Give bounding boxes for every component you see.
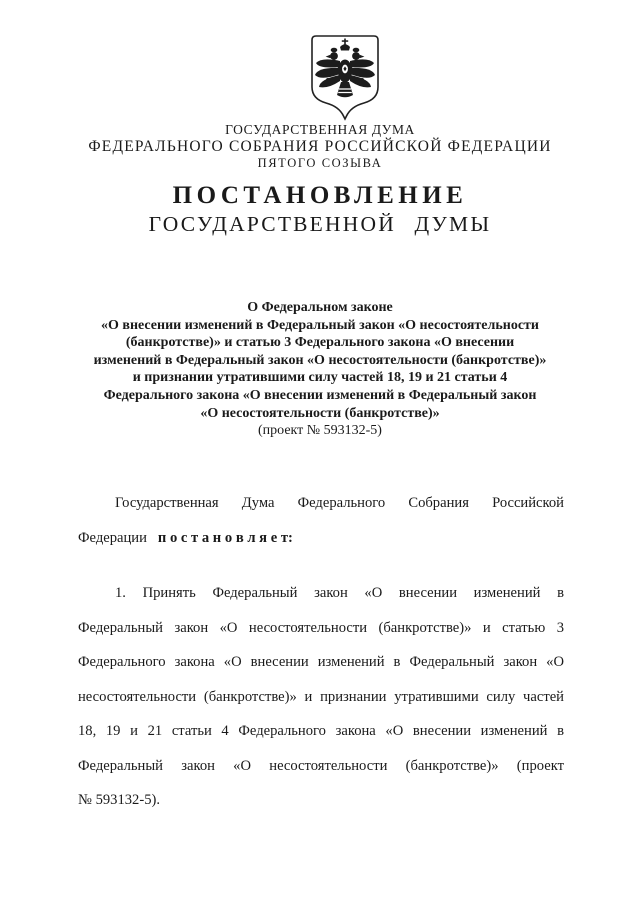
subject-line: «О внесении изменений в Федеральный закон «О несостоятельности xyxy=(101,317,539,333)
doc-type-title: ПОСТАНОВЛЕНИЕ xyxy=(172,182,468,209)
org-name-line1: ГОСУДАРСТВЕННАЯ ДУМА xyxy=(225,122,415,137)
body-paragraph-preamble xyxy=(78,486,564,555)
doc-type-subtitle: ГОСУДАРСТВЕННОЙ ДУМЫ xyxy=(148,212,492,236)
body-line: Государственная Дума Федерального Собрания Российской xyxy=(115,495,564,511)
subject-line: изменений в Федеральный закон «О несостоятельности (банкротстве)» xyxy=(93,352,547,368)
body-line: № 593132-5). xyxy=(78,792,161,808)
body-paragraph-item1 xyxy=(78,576,564,818)
subject-line: и признании утратившими силу частей 18, 19 и 21 статьи 4 xyxy=(132,370,508,386)
project-number: (проект № 593132-5) xyxy=(258,423,382,439)
subject-line: Федерального закона «О внесении изменений в Федеральный закон xyxy=(103,387,537,403)
resolves-emphasis: п о с т а н о в л я е т: xyxy=(157,529,293,546)
russia-coat-of-arms-icon xyxy=(306,33,384,121)
letterhead xyxy=(0,121,640,172)
body-line: Федеральный закон «О несостоятельности (банкротстве)» и статью 3 xyxy=(78,619,564,636)
subject-line: О Федеральном законе xyxy=(247,300,393,315)
body-line: несостоятельности (банкротстве)» и признании утратившими силу частей xyxy=(78,688,564,705)
body-line: Федеральный закон «О несостоятельности (банкротстве)» (проект xyxy=(78,757,564,774)
body-line: 18, 19 и 21 статьи 4 Федерального закона «О внесении изменений в xyxy=(78,723,564,739)
body-line xyxy=(78,521,564,556)
org-name-line3: ПЯТОГО СОЗЫВА xyxy=(257,156,383,170)
doc-subject xyxy=(60,299,580,440)
body-line: Федерального закона «О внесении изменений в Федеральный закон «О xyxy=(78,654,564,670)
body-line: 1. Принять Федеральный закон «О внесении изменений в xyxy=(115,585,564,601)
subject-line: «О несостоятельности (банкротстве)» xyxy=(200,405,440,421)
subject-line: (банкротстве)» и статью 3 Федерального закона «О внесении xyxy=(125,335,515,351)
body-line-lead: Федерации xyxy=(78,529,147,546)
org-name-line2: ФЕДЕРАЛЬНОГО СОБРАНИЯ РОССИЙСКОЙ ФЕДЕРАЦИИ xyxy=(88,138,552,155)
